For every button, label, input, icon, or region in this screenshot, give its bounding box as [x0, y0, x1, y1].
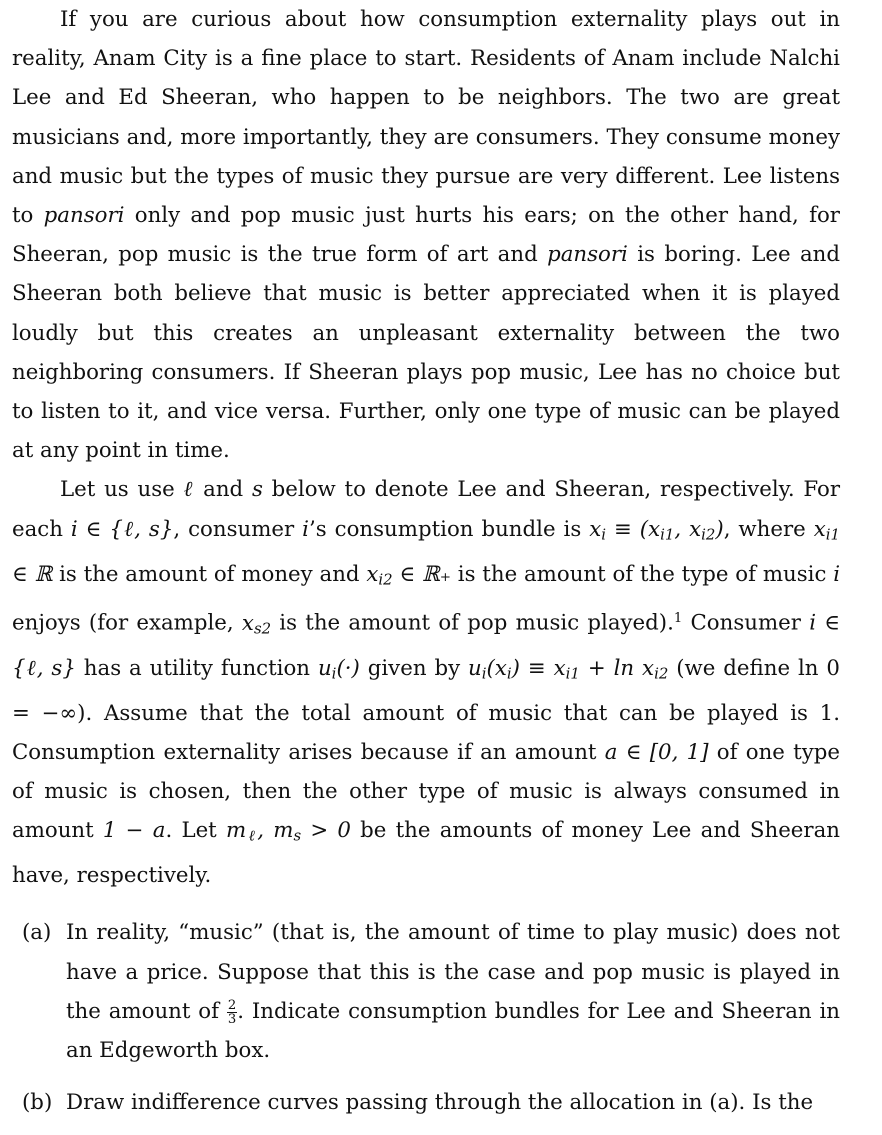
math-bundle: $x_i \equiv (x_{i1}$, $x_{i2}$): [589, 516, 724, 544]
text-run: given by: [359, 655, 469, 681]
symbol-ell: ℓ: [183, 477, 195, 503]
text-run: , where: [723, 516, 814, 542]
text-run: of one type of music is chosen, then the other type of music is always consumed in amount: [12, 739, 840, 844]
text-run: If you are curious about how consumption externality plays out in reality, Anam City is a fine place to start. Residents of Anam include Nalchi Lee and Ed Sheeran, who happen to be neighbors. The two are great musicians and, more importantly, they are consumers. They consume money and music but the types of music they pursue are very different. Lee listens to: [12, 7, 840, 229]
text-run: only and pop music just hurts his ears; on the other hand, for Sheeran, pop music is the true form of art and: [12, 203, 840, 268]
term-pansori: pansori: [547, 242, 628, 268]
text-run: and: [194, 477, 252, 503]
math-utility-definition: $u_i(x_i) \equiv x_{i1} + \ln x_{i2}$: [468, 655, 669, 683]
math-a-interval: a ∈ [0, 1]: [604, 739, 709, 765]
text-run: In reality, “music” (that is, the amount of time to play music) does not have a price. Suppose that this is the case and pop music is played in the amount of: [66, 920, 840, 1024]
question-list: [12, 913, 840, 1122]
footnote-marker[interactable]: 1: [673, 611, 683, 627]
math-i-set: i ∈ {ℓ, s}: [70, 516, 174, 542]
math-xi2: $x_{i2}$ ∈ ℝ₊: [366, 561, 451, 589]
text-run: is the amount of pop music played).: [271, 610, 674, 636]
symbol-s: s: [251, 477, 263, 503]
text-run: is boring. Lee and Sheeran both believe that music is better appreciated when it is played loudly but this creates an unpleasant externality between the two neighboring consumers. If Sheeran plays pop music, Lee has no choice but to listen to it, and vice versa. Further, only one type of music can be played at any point in time.: [12, 242, 840, 464]
math-xi1: $x_{i1}$ ∈ ℝ: [12, 516, 840, 587]
text-run: is the amount of money and: [52, 561, 367, 587]
text-run: has a utility function: [75, 655, 318, 681]
symbol-i: i: [302, 516, 309, 542]
paragraph-setup: [12, 470, 840, 895]
question-item-b: [12, 1083, 840, 1122]
question-label: (b): [22, 1090, 53, 1116]
math-money: $m_\ell$, $m_s > 0$: [225, 818, 351, 845]
question-item-a: [12, 913, 840, 1070]
document-page: [12, 0, 840, 1135]
text-run: . Indicate consumption bundles for Lee and Sheeran in an Edgeworth box.: [66, 998, 840, 1063]
text-run: ’s consumption bundle is: [308, 516, 590, 542]
fraction-two-thirds: $\frac{2}{3}$: [227, 997, 237, 1027]
math-xs2: $x_{s2}$: [241, 610, 272, 638]
term-pansori: pansori: [43, 203, 125, 229]
text-run: is the amount of the type of music: [450, 561, 834, 587]
text-run: . Let: [165, 818, 226, 844]
text-run: Draw indifference curves passing through the allocation in (a). Is the: [66, 1090, 814, 1116]
text-run: Consumer: [682, 610, 810, 636]
symbol-i: i: [833, 561, 841, 587]
text-run: , consumer: [173, 516, 303, 542]
text-run: be the amounts of money Lee and Sheeran have, respectively.: [12, 818, 840, 889]
paragraph-intro: [12, 0, 840, 470]
math-i-set: i ∈ {ℓ, s}: [12, 610, 840, 681]
math-one-minus-a: 1 − a: [102, 818, 166, 844]
question-label: (a): [22, 920, 52, 946]
text-run: below to denote Lee and Sheeran, respectively. For each: [12, 477, 841, 542]
text-run: enjoys (for example,: [12, 610, 242, 636]
text-run: (we define ln 0 = −∞). Assume that the total amount of music that can be played is 1. Consumption externality arises because if an amount: [12, 655, 840, 765]
math-utility-function: $u_i(\cdot)$: [317, 655, 360, 683]
text-run: Let us use: [60, 477, 184, 503]
